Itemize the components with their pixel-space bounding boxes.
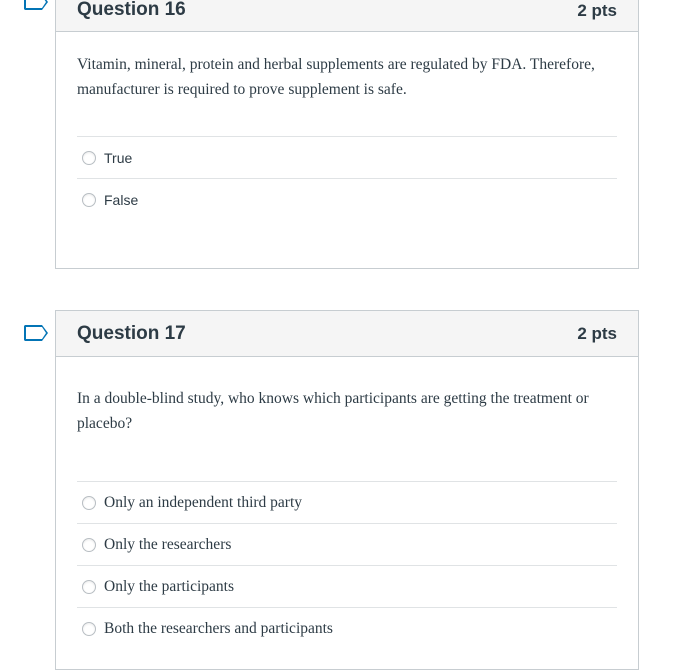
answer-list [77,136,617,220]
question-points: 2 pts [577,1,617,20]
answer-option-4[interactable] [77,607,617,649]
flag-question-16-icon[interactable] [24,0,42,10]
answer-option-false[interactable] [77,178,617,220]
answer-label: Only the researchers [104,535,232,553]
flag-question-17-icon[interactable] [24,325,42,341]
question-text: Vitamin, mineral, protein and herbal supplements are regulated by FDA. Therefore, manufacturer is required to prove supplement is safe. [77,56,595,98]
question-header [56,0,638,32]
answer-option-2[interactable] [77,523,617,565]
radio-button[interactable] [82,151,96,165]
question-title: Question 17 [77,322,186,344]
answer-label: Only the participants [104,577,234,595]
answer-label: False [104,191,139,208]
answer-option-1[interactable] [77,481,617,523]
answer-label: Both the researchers and participants [104,619,333,637]
answer-option-3[interactable] [77,565,617,607]
answer-list [77,481,617,649]
answer-label: Only an independent third party [104,493,303,511]
question-17 [55,310,639,670]
radio-button[interactable] [82,496,96,510]
answer-option-true[interactable] [77,136,617,178]
question-header [56,311,638,357]
radio-button[interactable] [82,193,96,207]
question-text: In a double-blind study, who knows which participants are getting the treatment or placebo? [77,390,589,432]
answer-label: True [104,149,133,166]
question-title: Question 16 [77,0,186,20]
question-16 [55,0,639,269]
question-points: 2 pts [577,323,617,343]
radio-button[interactable] [82,538,96,552]
radio-button[interactable] [82,622,96,636]
radio-button[interactable] [82,580,96,594]
